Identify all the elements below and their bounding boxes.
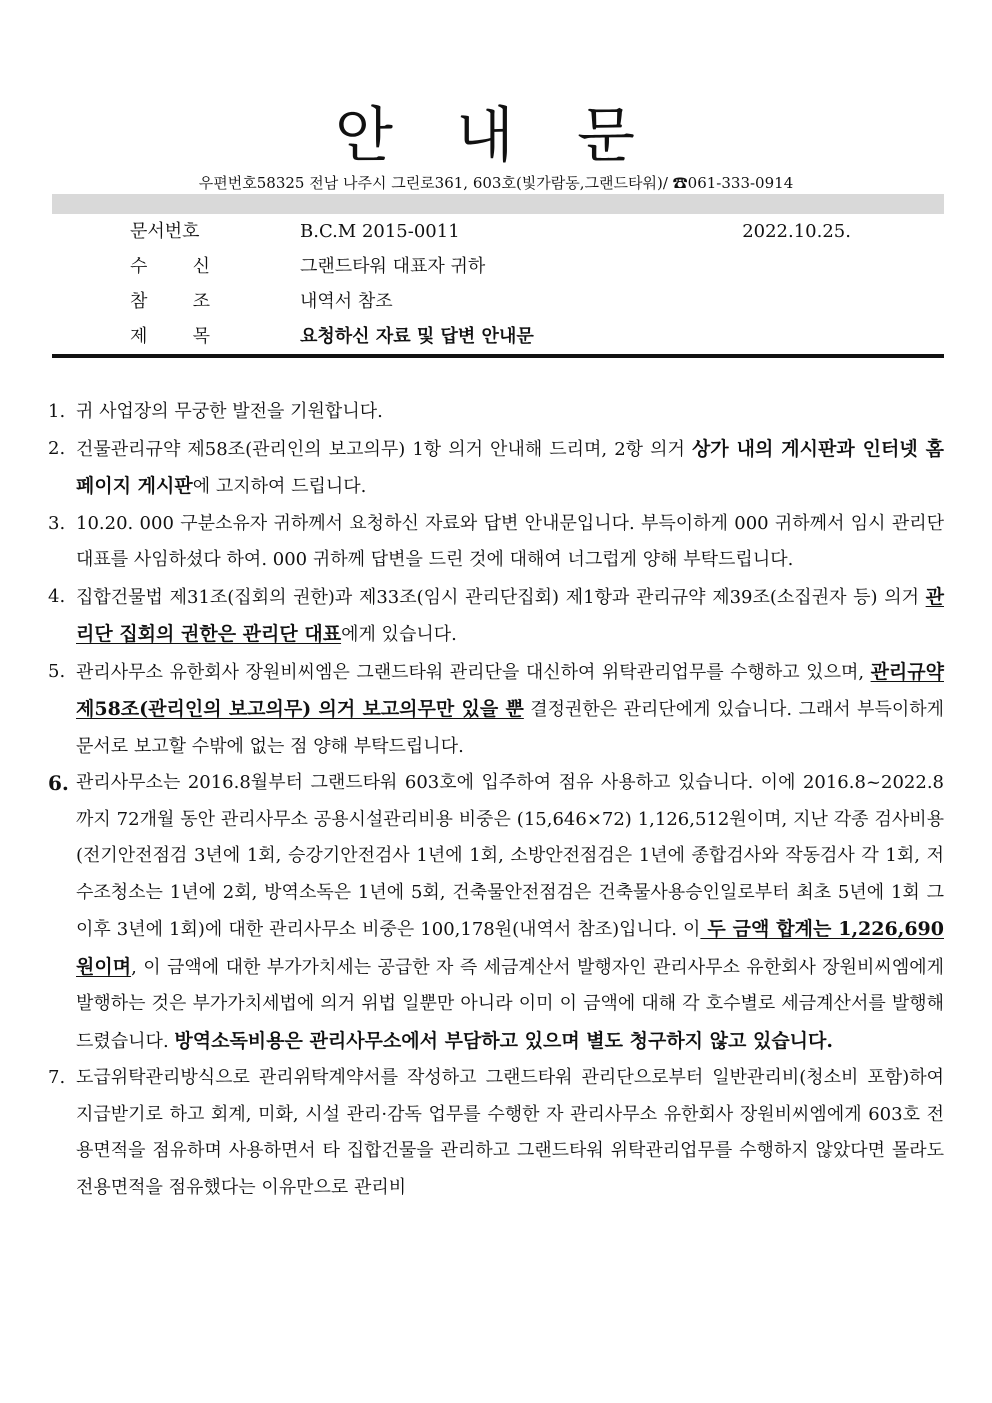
item-text: 10.20. 000 구분소유자 귀하께서 요청하신 자료와 답변 안내문입니다. 부득이하게 000 귀하께서 임시 관리단 대표를 사임하셨다 하여. 000 귀하께 답변을 드린 것에 대해여 너그럽게 양해 부탁드립니다. xyxy=(76,512,944,570)
list-item-2 xyxy=(48,431,944,506)
meta-row-ref xyxy=(52,285,944,319)
item-text: 결정권한은 관리단에게 있습니다. 그래서 부득이하게 문서로 보고할 수밖에 없는 점 양해 부탁드립니다. xyxy=(76,699,944,757)
item-text: 집합건물법 제31조(집회의 권한)과 제33조(임시 관리단집회) 제1항과 관리규약 제39조(소집권자 등) 의거 xyxy=(76,586,926,608)
subject-label-b: 목 xyxy=(192,326,210,347)
body-list xyxy=(48,394,944,1206)
meta-row-docno xyxy=(52,215,944,249)
item-underlined-text: 두 금액 합계는 1,226,690원이며 xyxy=(76,918,944,978)
header-divider xyxy=(52,194,944,214)
list-item-1 xyxy=(48,394,944,431)
subject-label xyxy=(130,320,210,354)
list-item-6 xyxy=(48,765,944,1060)
ref-label-a: 참 xyxy=(130,291,148,312)
item-text: 에게 있습니다. xyxy=(341,624,457,645)
doc-no-label: 문서번호 xyxy=(130,221,200,242)
to-label xyxy=(130,250,210,284)
meta-row-to xyxy=(52,250,944,284)
item-text: 관리사무소 유한회사 장원비씨엠은 그랜드타워 관리단을 대신하여 위탁관리업무를 수행하고 있으며, xyxy=(76,661,871,683)
item-text: 건물관리규약 제58조(관리인의 보고의무) 1항 의거 안내해 드리며, 2항 의거 xyxy=(76,438,692,460)
item-bold-text: 상가 내의 게시판과 인터넷 홈페이지 게시판 xyxy=(76,437,944,497)
item-text: , 이 금액에 대한 부가가치세는 공급한 자 즉 세금계산서 발행자인 관리사무소 유한회사 장원비씨엠에게 발행하는 것은 부가가치세법에 의거 위법 일뿐만 아니라 이미 이 금액에 대해 각 호수별로 세금계산서를 발행해드렸습니다. xyxy=(76,956,944,1052)
list-item-5 xyxy=(48,654,944,766)
item-number: 5. xyxy=(48,660,66,682)
item-underlined-text: 관리규약 제58조(관리인의 보고의무) 의거 보고의무만 있을 뿐 xyxy=(76,660,944,720)
subject: 요청하신 자료 및 답변 안내문 xyxy=(300,326,534,347)
list-item-4 xyxy=(48,579,944,654)
item-number: 2. xyxy=(48,437,66,459)
item-number: 3. xyxy=(48,512,66,534)
address-line: 우편번호58325 전남 나주시 그린로361, 603호(빛가람동,그랜드타워)/ ☎061-333-0914 xyxy=(198,174,794,192)
to-label-b: 신 xyxy=(192,256,210,277)
item-text: 도급위탁관리방식으로 관리위탁계약서를 작성하고 그랜드타워 관리단으로부터 일반관리비(청소비 포함)하여 지급받기로 하고 회계, 미화, 시설 관리·감독 업무를 수행한 자 관리사무소 유한회사 장원비씨엠에게 603호 전용면적을 점유하며 사용하면서 타 집합건물을 관리하고 그랜드타워 위탁관리업무를 수행하지 않았다면 몰라도 전용면적을 점유했다는 이유만으로 관리비 xyxy=(76,1067,944,1198)
doc-no: B.C.M 2015-0011 xyxy=(300,221,460,242)
item-number: 4. xyxy=(48,585,66,607)
doc-date: 2022.10.25. xyxy=(742,221,851,242)
item-text: 관리사무소는 2016.8월부터 그랜드타워 603호에 입주하여 점유 사용하고 있습니다. 이에 2016.8~2022.8까지 72개월 동안 관리사무소 공용시설관리비용 비중은 (15,646×72) 1,126,512원이며, 지난 각종 검사비용(전기안전점검 3년에 1회, 승강기안전검사 1년에 1회, 소방안전점검은 1년에 종합검사와 작동검사 각 1회, 저수조청소는 1년에 2회, 방역소독은 1년에 5회, 건축물안전점검은 건축물사용승인일로부터 최초 5년에 1회 그 이후 3년에 1회)에 대한 관리사무소 비중은 100,178원(내역서 참조)입니다. 이 xyxy=(76,772,944,940)
item-number: 6. xyxy=(48,771,69,795)
page-title: 안 내 문 xyxy=(334,101,658,171)
ref-label xyxy=(130,285,210,319)
list-item-7 xyxy=(48,1060,944,1206)
subject-label-a: 제 xyxy=(130,326,148,347)
item-number: 7. xyxy=(48,1067,66,1088)
item-underlined-text: 관리단 집회의 권한은 관리단 대표 xyxy=(76,585,944,645)
item-text: 귀 사업장의 무궁한 발전을 기원합니다. xyxy=(76,401,383,422)
recipient: 그랜드타워 대표자 귀하 xyxy=(300,256,486,277)
item-number: 1. xyxy=(48,401,66,422)
item-text: 에 고지하여 드립니다. xyxy=(192,476,367,497)
list-item-3 xyxy=(48,506,944,579)
to-label-a: 수 xyxy=(130,256,148,277)
meta-row-subject xyxy=(52,320,944,354)
ref-label-b: 조 xyxy=(192,291,210,312)
reference: 내역서 참조 xyxy=(300,291,393,312)
header-rule xyxy=(52,354,944,358)
item-bold-text: 방역소독비용은 관리사무소에서 부담하고 있으며 별도 청구하지 않고 있습니다. xyxy=(174,1029,833,1052)
